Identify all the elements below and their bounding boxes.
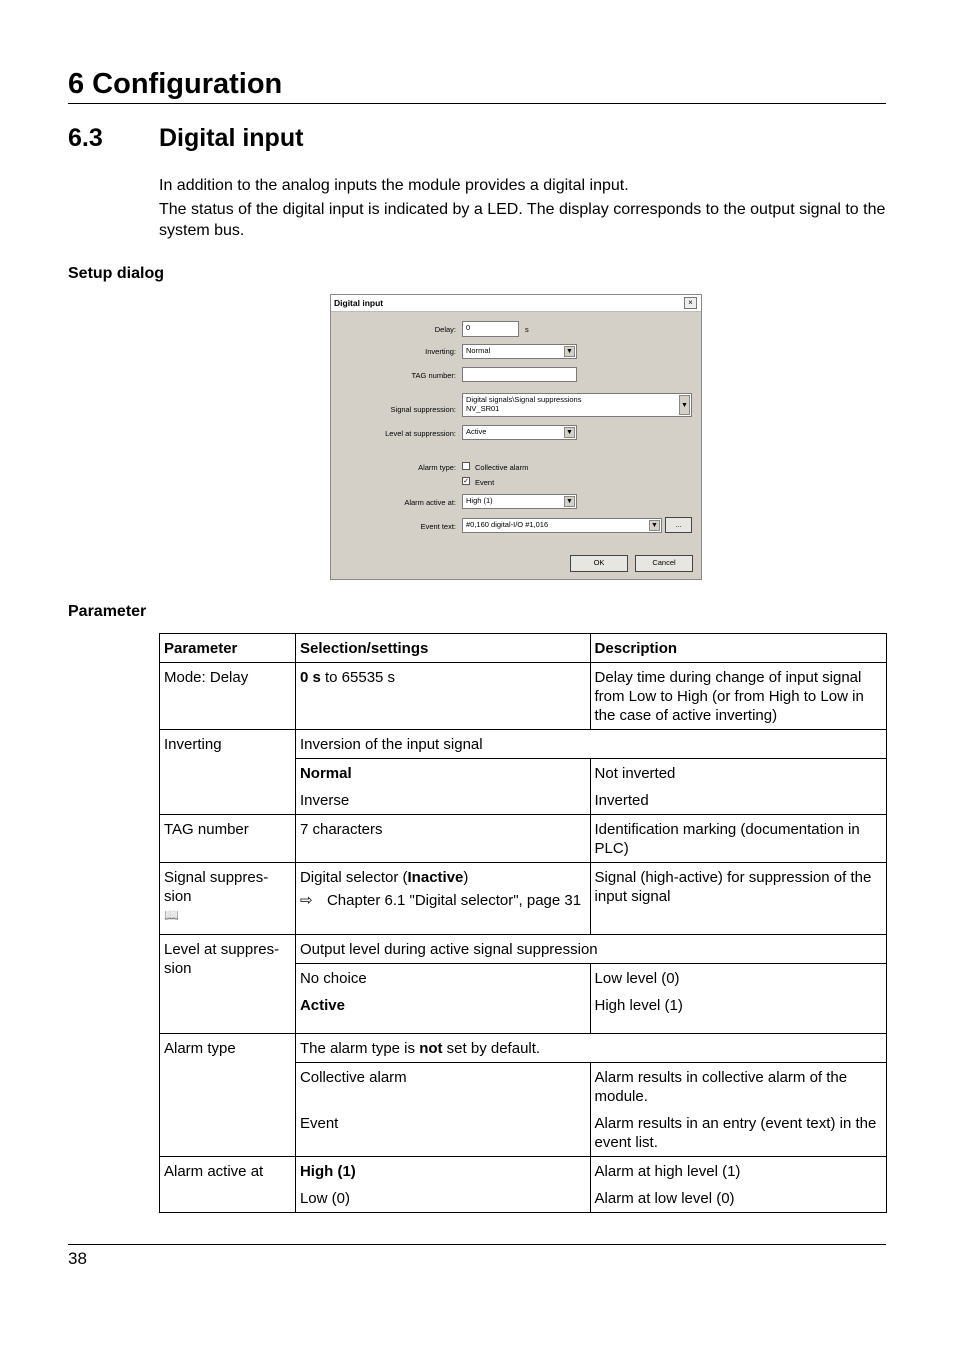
- sel-alarm-type: [295, 1063, 590, 1157]
- alarm-type-label: Alarm type:: [418, 463, 456, 472]
- param-inverting: Inverting: [160, 730, 296, 815]
- opt-active: Active: [299, 997, 345, 1014]
- span-alarm-type: [295, 1034, 886, 1063]
- alarm-active-value: High (1): [466, 496, 493, 505]
- page-number: 38: [68, 1249, 87, 1268]
- signal-suppression-line2: NV_SR01: [466, 404, 500, 413]
- span-alarm-post: set by default.: [442, 1040, 541, 1057]
- chapter-reference-link[interactable]: Chapter 6.1 "Digital selector", page 31: [326, 892, 582, 909]
- ok-button[interactable]: OK: [570, 555, 628, 572]
- event-text-label: Event text:: [420, 522, 456, 531]
- desc-event: Alarm results in an entry (event text) in the event list.: [594, 1115, 877, 1151]
- chevron-down-icon[interactable]: ▼: [679, 395, 690, 415]
- section-number: 6.3: [68, 124, 103, 152]
- close-icon[interactable]: ×: [684, 297, 697, 309]
- sel-delay-range: to 65535 s: [320, 669, 396, 686]
- table-row: [160, 863, 887, 935]
- arrow-right-icon: ⇨: [299, 892, 313, 909]
- sel-level: [295, 964, 590, 1034]
- setup-dialog-heading: Setup dialog: [68, 265, 164, 282]
- sel-inverting: [295, 759, 590, 815]
- event-text-value: #0,160 digital-I/O #1,016: [466, 520, 549, 529]
- desc-alarm-type: [590, 1063, 886, 1157]
- tag-number-label: TAG number:: [411, 371, 456, 380]
- opt-normal: Normal: [299, 765, 352, 782]
- alarm-active-select[interactable]: [462, 494, 577, 509]
- delay-label: Delay:: [434, 325, 456, 334]
- table-row: [160, 663, 887, 730]
- param-level: Level at suppres-sion: [160, 935, 296, 1034]
- signal-suppression-select[interactable]: [462, 393, 692, 417]
- event-checkbox[interactable]: ✓: [463, 478, 469, 485]
- opt-event: Event: [299, 1115, 339, 1132]
- chevron-down-icon[interactable]: ▼: [564, 346, 575, 357]
- sel-signal-default: Inactive: [407, 869, 464, 886]
- inverting-value: Normal: [466, 346, 491, 355]
- desc-level: [590, 964, 886, 1034]
- chapter-rule: [68, 103, 886, 104]
- book-icon: 📖: [164, 908, 179, 922]
- opt-no-choice: No choice: [299, 970, 367, 987]
- event-text-browse-button[interactable]: ...: [665, 517, 692, 533]
- opt-low: Low (0): [299, 1190, 350, 1207]
- event-checkbox-label: Event: [475, 478, 495, 487]
- desc-signal-suppression: Signal (high-active) for suppression of the input signal: [590, 863, 886, 935]
- sel-signal-post: ): [463, 869, 469, 886]
- intro-paragraph-2: The status of the digital input is indicated by a LED. The display corresponds to the output signal to the system bus.: [159, 201, 886, 239]
- param-delay: Mode: Delay: [160, 663, 296, 730]
- section-title: Digital input: [159, 124, 304, 152]
- param-alarm-type: Alarm type: [160, 1034, 296, 1157]
- parameter-heading: Parameter: [68, 603, 147, 620]
- dialog-title: Digital input: [334, 298, 384, 308]
- delay-unit: s: [525, 325, 529, 334]
- tag-number-input[interactable]: [462, 367, 577, 382]
- param-signal-label: Signal suppres-sion: [164, 869, 269, 905]
- delay-input[interactable]: 0: [462, 321, 519, 337]
- header-description: Description: [590, 634, 886, 663]
- parameter-table: [159, 633, 887, 1213]
- span-alarm-bold: not: [419, 1040, 443, 1057]
- desc-collective-alarm: Alarm results in collective alarm of the module.: [594, 1069, 848, 1105]
- signal-suppression-label: Signal suppression:: [390, 405, 456, 414]
- span-inverting: Inversion of the input signal: [295, 730, 886, 759]
- param-signal-suppression: [160, 863, 296, 935]
- sel-delay-default: 0 s: [299, 669, 321, 686]
- sel-alarm-active: [295, 1157, 590, 1213]
- table-header-row: [160, 634, 887, 663]
- desc-inverse: Inverted: [594, 792, 649, 809]
- chapter-title: 6 Configuration: [68, 68, 283, 100]
- opt-high: High (1): [299, 1163, 356, 1180]
- level-at-suppression-value: Active: [466, 427, 487, 436]
- opt-inverse: Inverse: [299, 792, 350, 809]
- table-row: [160, 730, 887, 759]
- footer-rule: [68, 1244, 886, 1245]
- span-level: Output level during active signal suppression: [295, 935, 886, 964]
- header-parameter: Parameter: [160, 634, 296, 663]
- desc-inverting: [590, 759, 886, 815]
- param-alarm-active: Alarm active at: [160, 1157, 296, 1213]
- desc-high: Alarm at high level (1): [594, 1163, 741, 1180]
- desc-low-level: Low level (0): [594, 970, 680, 987]
- desc-tag: Identification marking (documentation in PLC): [590, 815, 886, 863]
- desc-delay: Delay time during change of input signal from Low to High (or from High to Low in the case of active inverting): [590, 663, 886, 730]
- chevron-down-icon[interactable]: ▼: [564, 496, 575, 507]
- sel-signal-pre: Digital selector (: [299, 869, 408, 886]
- collective-alarm-label: Collective alarm: [475, 463, 529, 472]
- table-row: [160, 815, 887, 863]
- header-selection: Selection/settings: [295, 634, 590, 663]
- inverting-label: Inverting:: [425, 347, 456, 356]
- span-alarm-pre: The alarm type is: [299, 1040, 420, 1057]
- cancel-button[interactable]: Cancel: [635, 555, 693, 572]
- sel-delay: [295, 663, 590, 730]
- desc-alarm-active: [590, 1157, 886, 1213]
- sel-signal-suppression: [295, 863, 590, 935]
- intro-paragraph-1: In addition to the analog inputs the module provides a digital input.: [159, 177, 629, 194]
- inverting-select[interactable]: [462, 344, 577, 359]
- opt-collective-alarm: Collective alarm: [299, 1069, 407, 1086]
- alarm-active-label: Alarm active at:: [404, 498, 456, 507]
- chevron-down-icon[interactable]: ▼: [564, 427, 575, 438]
- level-at-suppression-label: Level at suppression:: [385, 429, 456, 438]
- event-text-select[interactable]: [462, 518, 662, 533]
- digital-input-dialog: [330, 294, 702, 580]
- table-row: [160, 1157, 887, 1213]
- desc-normal: Not inverted: [594, 765, 676, 782]
- dialog-titlebar: [331, 295, 701, 312]
- desc-low: Alarm at low level (0): [594, 1190, 735, 1207]
- collective-alarm-checkbox[interactable]: [462, 462, 470, 470]
- desc-high-level: High level (1): [594, 997, 683, 1014]
- table-row: [160, 1034, 887, 1063]
- chevron-down-icon[interactable]: ▼: [649, 520, 660, 531]
- level-at-suppression-select[interactable]: [462, 425, 577, 440]
- signal-suppression-line1: Digital signals\Signal suppressions: [466, 395, 582, 404]
- table-row: [160, 935, 887, 964]
- sel-tag: 7 characters: [295, 815, 590, 863]
- param-tag: TAG number: [160, 815, 296, 863]
